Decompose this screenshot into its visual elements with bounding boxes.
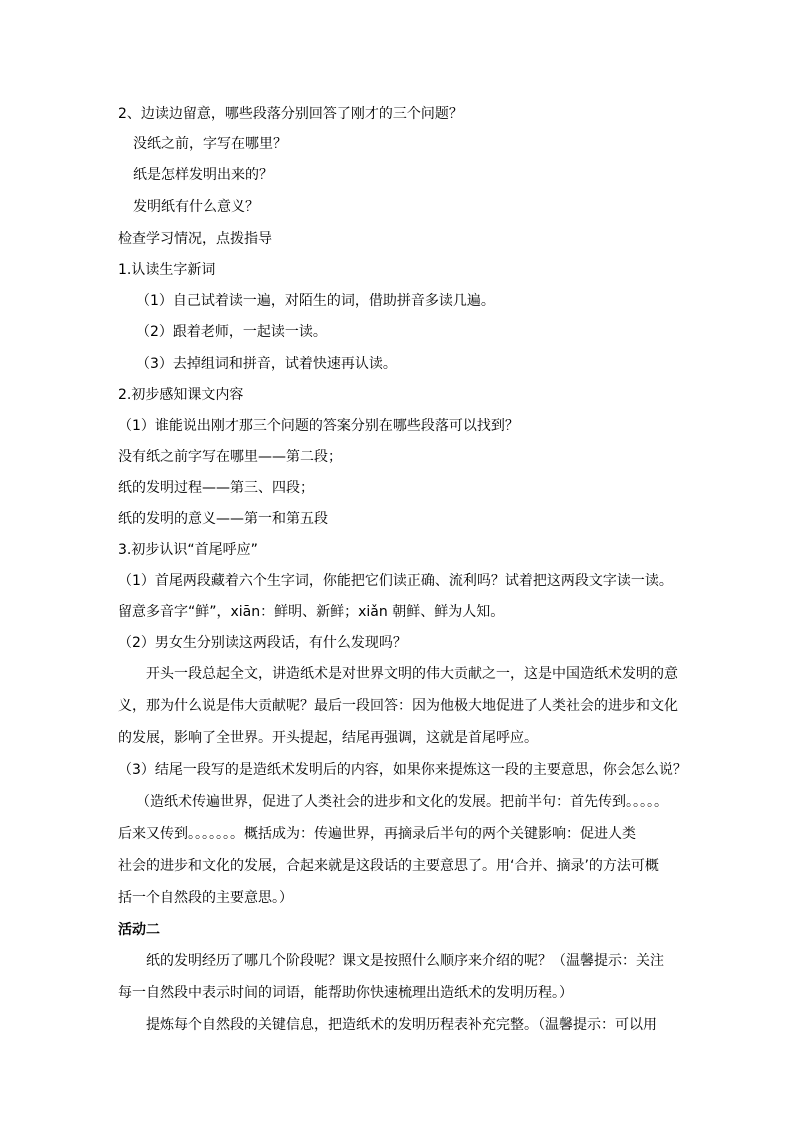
section-3-heading: 3.初步认识“首尾呼应” <box>118 542 258 558</box>
activity-two-heading: 活动二 <box>118 922 160 938</box>
content-question-1: （1）谁能说出刚才那三个问题的答案分别在哪些段落可以找到？ <box>118 418 519 434</box>
question-heading: 2、边读边留意，哪些段落分别回答了刚才的三个问题？ <box>118 106 463 122</box>
activity-two-line-1: 纸的发明经历了哪几个阶段呢？课文是按照什么顺序来介绍的呢？（温馨提示：关注 <box>146 953 664 969</box>
check-learning-heading: 检查学习情况，点拨指导 <box>118 231 272 247</box>
reading-step-3: （3）去掉组词和拼音，试着快速再认读。 <box>136 356 397 372</box>
question-2: 纸是怎样发明出来的？ <box>133 167 273 183</box>
question-3: 发明纸有什么意义？ <box>133 199 259 215</box>
summary-line-1: （造纸术传遍世界，促进了人类社会的进步和文化的发展。把前半句：首先传到。。。。。 <box>136 794 668 810</box>
section-1-heading: 1.认读生字新词 <box>118 262 216 278</box>
paragraph-line-2: 义，那为什么说是伟大贡献呢？最后一段回答：因为他极大地促进了人类社会的进步和文化 <box>118 698 678 714</box>
paragraph-line-1: 开头一段总起全文，讲造纸术是对世界文明的伟大贡献之一，这是中国造纸术发明的意 <box>146 666 678 682</box>
answer-2: 纸的发明过程——第三、四段； <box>118 480 314 496</box>
reading-step-1: （1）自己试着读一遍，对陌生的词，借助拼音多读几遍。 <box>136 293 495 309</box>
activity-two-line-2: 每一自然段中表示时间的词语，能帮助你快速梳理出造纸术的发明历程。） <box>118 985 573 1001</box>
summary-line-2: 后来又传到。。。。。。。概括成为：传遍世界，再摘录后半句的两个关键影响：促进人类 <box>118 826 636 842</box>
activity-two-line-3: 提炼每个自然段的关键信息，把造纸术的发明历程表补充完整。（温馨提示：可以用 <box>146 1017 657 1033</box>
answer-3: 纸的发明的意义——第一和第五段 <box>118 511 328 527</box>
answer-1: 没有纸之前字写在哪里——第二段； <box>118 449 342 465</box>
section-3-step-1: （1）首尾两段藏着六个生字词，你能把它们读正确、流利吗？试着把这两段文字读一读。 <box>118 573 673 589</box>
section-3-step-2: （2）男女生分别读这两段话，有什么发现吗？ <box>118 635 407 651</box>
reading-step-2: （2）跟着老师，一起读一读。 <box>136 324 327 340</box>
question-1: 没纸之前，字写在哪里？ <box>133 136 287 152</box>
summary-line-4: 括一个自然段的主要意思。） <box>118 890 293 906</box>
section-2-heading: 2.初步感知课文内容 <box>118 387 244 403</box>
paragraph-line-3: 的发展，影响了全世界。开头提起，结尾再强调，这就是首尾呼应。 <box>118 730 538 746</box>
summary-line-3: 社会的进步和文化的发展，合起来就是这段话的主要意思了。用‘合并、摘录’的方法可概 <box>118 858 659 874</box>
polyphonic-note: 留意多音字“鲜”，xiān：鲜明、新鲜；xiǎn 朝鲜、鲜为人知。 <box>118 604 505 620</box>
section-3-step-3: （3）结尾一段写的是造纸术发明后的内容，如果你来提炼这一段的主要意思，你会怎么说？ <box>118 762 687 778</box>
